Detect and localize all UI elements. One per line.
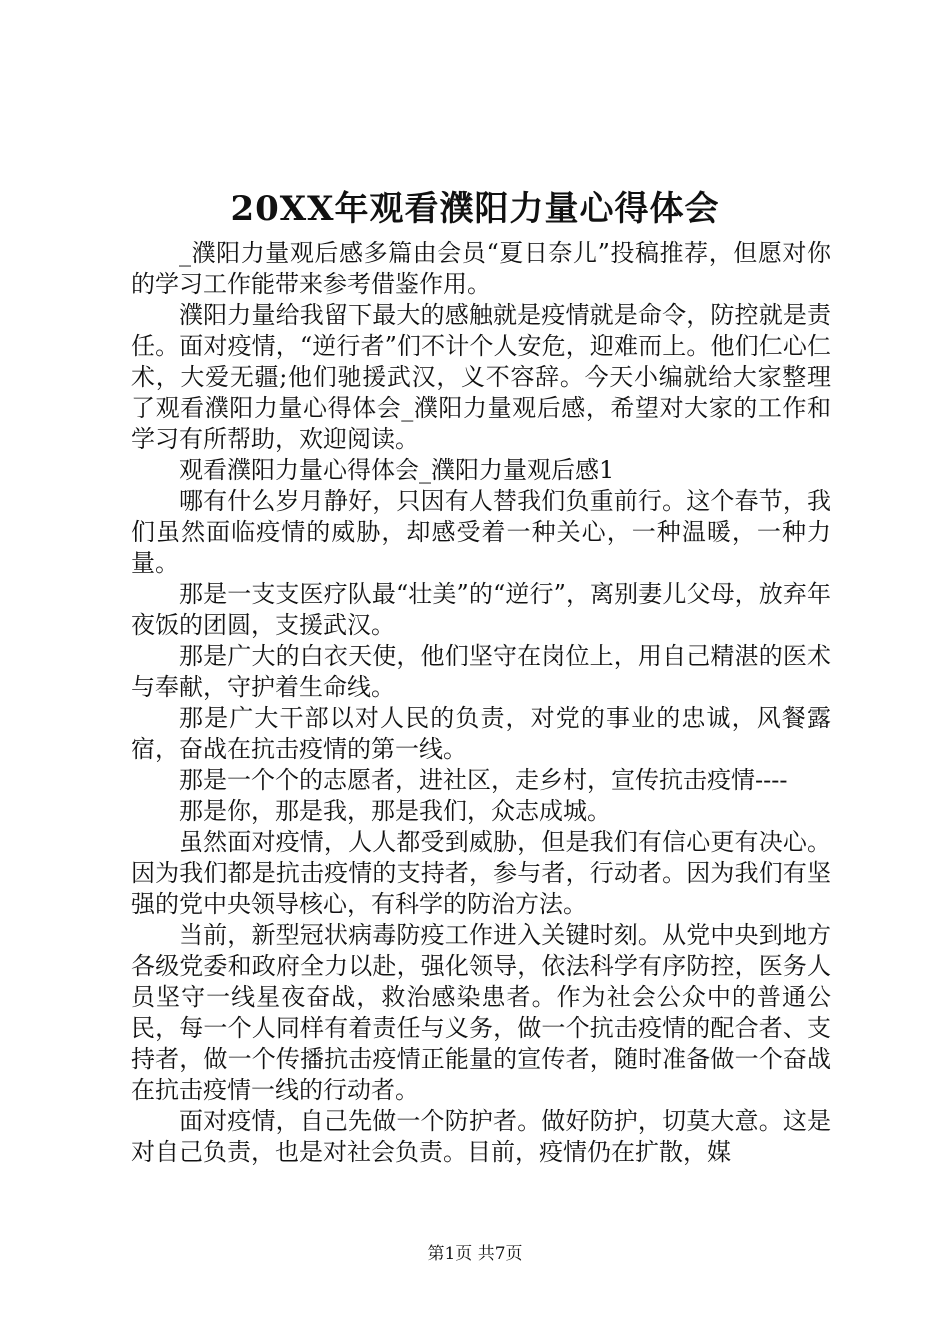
paragraph-5: 那是广大的白衣天使，他们坚守在岗位上，用自己精湛的医术与奉献，守护着生命线。 <box>131 642 831 701</box>
paragraph-1: _濮阳力量观后感多篇由会员“夏日奈儿”投稿推荐，但愿对你的学习工作能带来参考借鉴作用。 <box>131 239 831 298</box>
page-number-footer: 第1页 共7页 <box>427 1244 523 1264</box>
paragraph-10: 当前，新型冠状病毒防疫工作进入关键时刻。从党中央到地方各级党委和政府全力以赴，强化领导，依法科学有序防控，医务人员坚守一线星夜奋战，救治感染患者。作为社会公众中的普通公民，每一个人同样有着责任与义务，做一个抗击疫情的配合者、支持者，做一个传播抗击疫情正能量的宣传者，随时准备做一个奋战在抗击疫情一线的行动者。 <box>131 921 831 1104</box>
document-body <box>131 238 831 1168</box>
paragraph-8: 那是你，那是我，那是我们，众志成城。 <box>179 797 611 825</box>
section-heading: 观看濮阳力量心得体会_濮阳力量观后感1 <box>179 456 615 484</box>
paragraph-9: 虽然面对疫情，人人都受到威胁，但是我们有信心更有决心。因为我们都是抗击疫情的支持者，参与者，行动者。因为我们有坚强的党中央领导核心，有科学的防治方法。 <box>131 828 831 918</box>
paragraph-4: 那是一支支医疗队最“壮美”的“逆行”，离别妻儿父母，放弃年夜饭的团圆，支援武汉。 <box>131 580 831 639</box>
paragraph-11: 面对疫情，自己先做一个防护者。做好防护，切莫大意。这是对自己负责，也是对社会负责。目前，疫情仍在扩散，媒 <box>131 1107 831 1166</box>
paragraph-3: 哪有什么岁月静好，只因有人替我们负重前行。这个春节，我们虽然面临疫情的威胁，却感受着一种关心，一种温暖，一种力量。 <box>131 487 831 577</box>
paragraph-2: 濮阳力量给我留下最大的感触就是疫情就是命令，防控就是责任。面对疫情，“逆行者”们不计个人安危，迎难而上。他们仁心仁术，大爱无疆;他们驰援武汉，义不容辞。今天小编就给大家整理了观看濮阳力量心得体会_濮阳力量观后感，希望对大家的工作和学习有所帮助，欢迎阅读。 <box>131 301 831 453</box>
paragraph-6: 那是广大干部以对人民的负责，对党的事业的忠诚，风餐露宿，奋战在抗击疫情的第一线。 <box>131 704 831 763</box>
paragraph-7: 那是一个个的志愿者，进社区，走乡村，宣传抗击疫情---- <box>179 766 788 794</box>
document-title: 20XX年观看濮阳力量心得体会 <box>230 189 720 229</box>
